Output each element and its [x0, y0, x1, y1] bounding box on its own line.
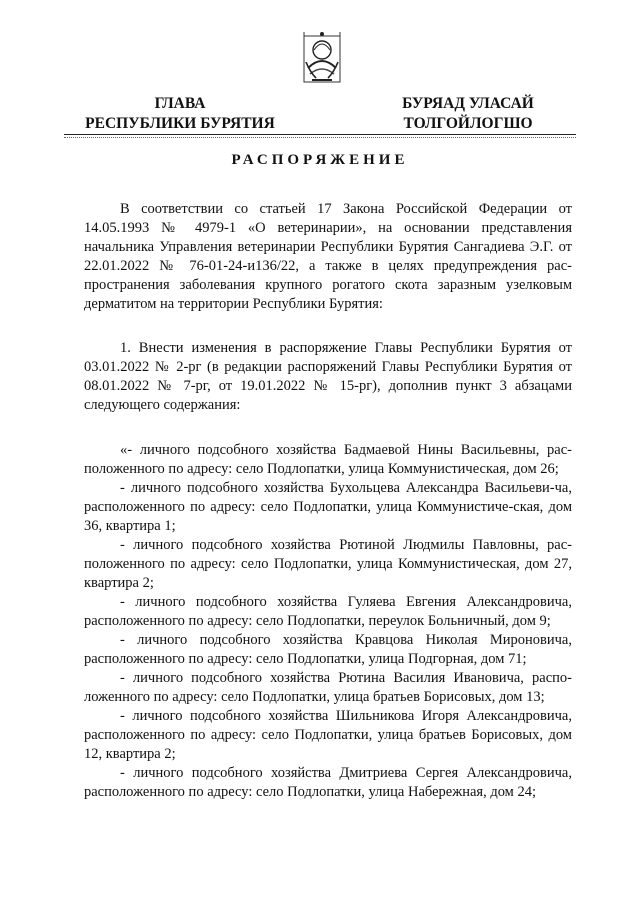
list-item: - личного подсобного хозяйства Гуляева Евгения Александровича, расположенного по адресу: село Подлопатки, переулок Больничный, дом 9; [84, 594, 572, 629]
list-item: - личного подсобного хозяйства Кравцова Николая Мироновича, расположенного по адресу: село Подлопатки, улица Подгорная, дом 71; [84, 632, 572, 667]
list-item: - личного подсобного хозяйства Дмитриева Сергея Александровича, расположенного по адресу: село Подлопатки, улица Набережная, дом 24; [84, 765, 572, 800]
issuer-header-buryat [378, 94, 558, 134]
issuer-title-buryat-line1: БУРЯАД УЛАСАЙ [402, 95, 534, 112]
list-item: - личного подсобного хозяйства Шильникова Игоря Александровича, расположенного по адресу: село Подлопатки, улица братьев Борисовых, дом 12, квартира 2; [84, 708, 572, 762]
issuer-title-line1: ГЛАВА [154, 95, 206, 112]
point-1 [84, 339, 572, 415]
issuer-title-line2: РЕСПУБЛИКИ БУРЯТИЯ [85, 115, 275, 132]
document-title: РАСПОРЯЖЕНИЕ [231, 152, 409, 168]
list-item: - личного подсобного хозяйства Рютиной Людмилы Павловны, рас-положенного по адресу: село Подлопатки, улица Коммунистическая, дом 27, квартира 2; [84, 537, 572, 591]
list-item: «- личного подсобного хозяйства Бадмаевой Нины Васильевны, рас-положенного по адресу: село Подлопатки, улица Коммунистическая, дом 26; [84, 442, 572, 477]
issuer-header-russian [80, 94, 280, 134]
issuer-title-buryat-line2: ТОЛГОЙЛОГШО [403, 115, 533, 132]
preamble-paragraph: В соответствии со статьей 17 Закона Российской Федерации от 14.05.1993 № 4979-1 «О ветеринарии», на основании представления начальника Управления ветеринарии Республики Бурятия Сангадиева Э.Г. от 22.01.2022 № 76-01-24-и136/22, а также в целях предупреждения рас-пространения заболевания крупного рогатого скота заразным узелковым дерматитом на территории Республики Бурятия: [84, 201, 572, 312]
amendment-list [84, 441, 572, 802]
point-1-paragraph: 1. Внести изменения в распоряжение Главы Республики Бурятия от 03.01.2022 № 2-рг (в редакции распоряжений Главы Республики Бурятия от 08.01.2022 № 7-рг, от 19.01.2022 № 15-рг), дополнив пункт 3 абзацами следующего содержания: [84, 340, 572, 413]
header-divider [64, 134, 576, 135]
preamble [84, 200, 572, 314]
coat-of-arms-icon [298, 28, 346, 90]
list-item: - личного подсобного хозяйства Рютина Василия Ивановича, распо-ложенного по адресу: село Подлопатки, улица братьев Борисовых, дом 13; [84, 670, 572, 705]
header-divider-dotted [64, 137, 576, 138]
list-item: - личного подсобного хозяйства Бухольцева Александра Васильеви-ча, расположенного по адресу: село Подлопатки, улица Коммунистиче-ская, дом 36, квартира 1; [84, 480, 572, 534]
